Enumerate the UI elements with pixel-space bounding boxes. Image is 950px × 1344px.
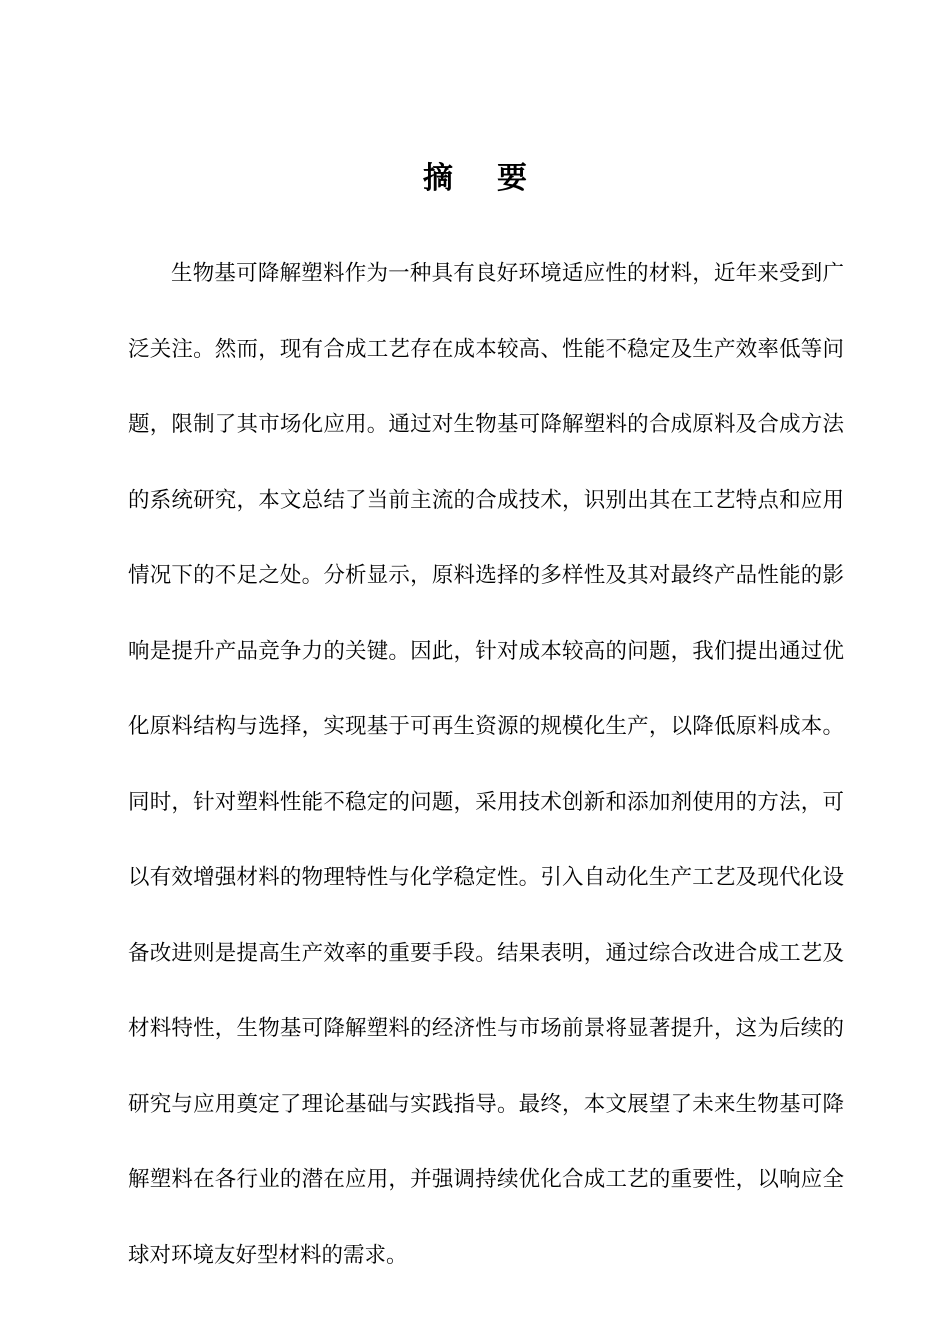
page-title [0, 156, 950, 202]
title-char-1: 摘 [423, 161, 453, 196]
abstract-paragraph: 生物基可降解塑料作为一种具有良好环境适应性的材料，近年来受到广泛关注。然而，现有合成工艺存在成本较高、性能不稳定及生产效率低等问题，限制了其市场化应用。通过对生物基可降解塑料的合成原料及合成方法的系统研究，本文总结了当前主流的合成技术，识别出其在工艺特点和应用情况下的不足之处。分析显示，原料选择的多样性及其对最终产品性能的影响是提升产品竞争力的关键。因此，针对成本较高的问题，我们提出通过优化原料结构与选择，实现基于可再生资源的规模化生产，以降低原料成本。同时，针对塑料性能不稳定的问题，采用技术创新和添加剂使用的方法，可以有效增强材料的物理特性与化学稳定性。引入自动化生产工艺及现代化设备改进则是提高生产效率的重要手段。结果表明，通过综合改进合成工艺及材料特性，生物基可降解塑料的经济性与市场前景将显著提升，这为后续的研究与应用奠定了理论基础与实践指导。最终，本文展望了未来生物基可降解塑料在各行业的潜在应用，并强调持续优化合成工艺的重要性，以响应全球对环境友好型材料的需求。 [128, 261, 844, 1268]
title-char-2: 要 [497, 161, 527, 196]
